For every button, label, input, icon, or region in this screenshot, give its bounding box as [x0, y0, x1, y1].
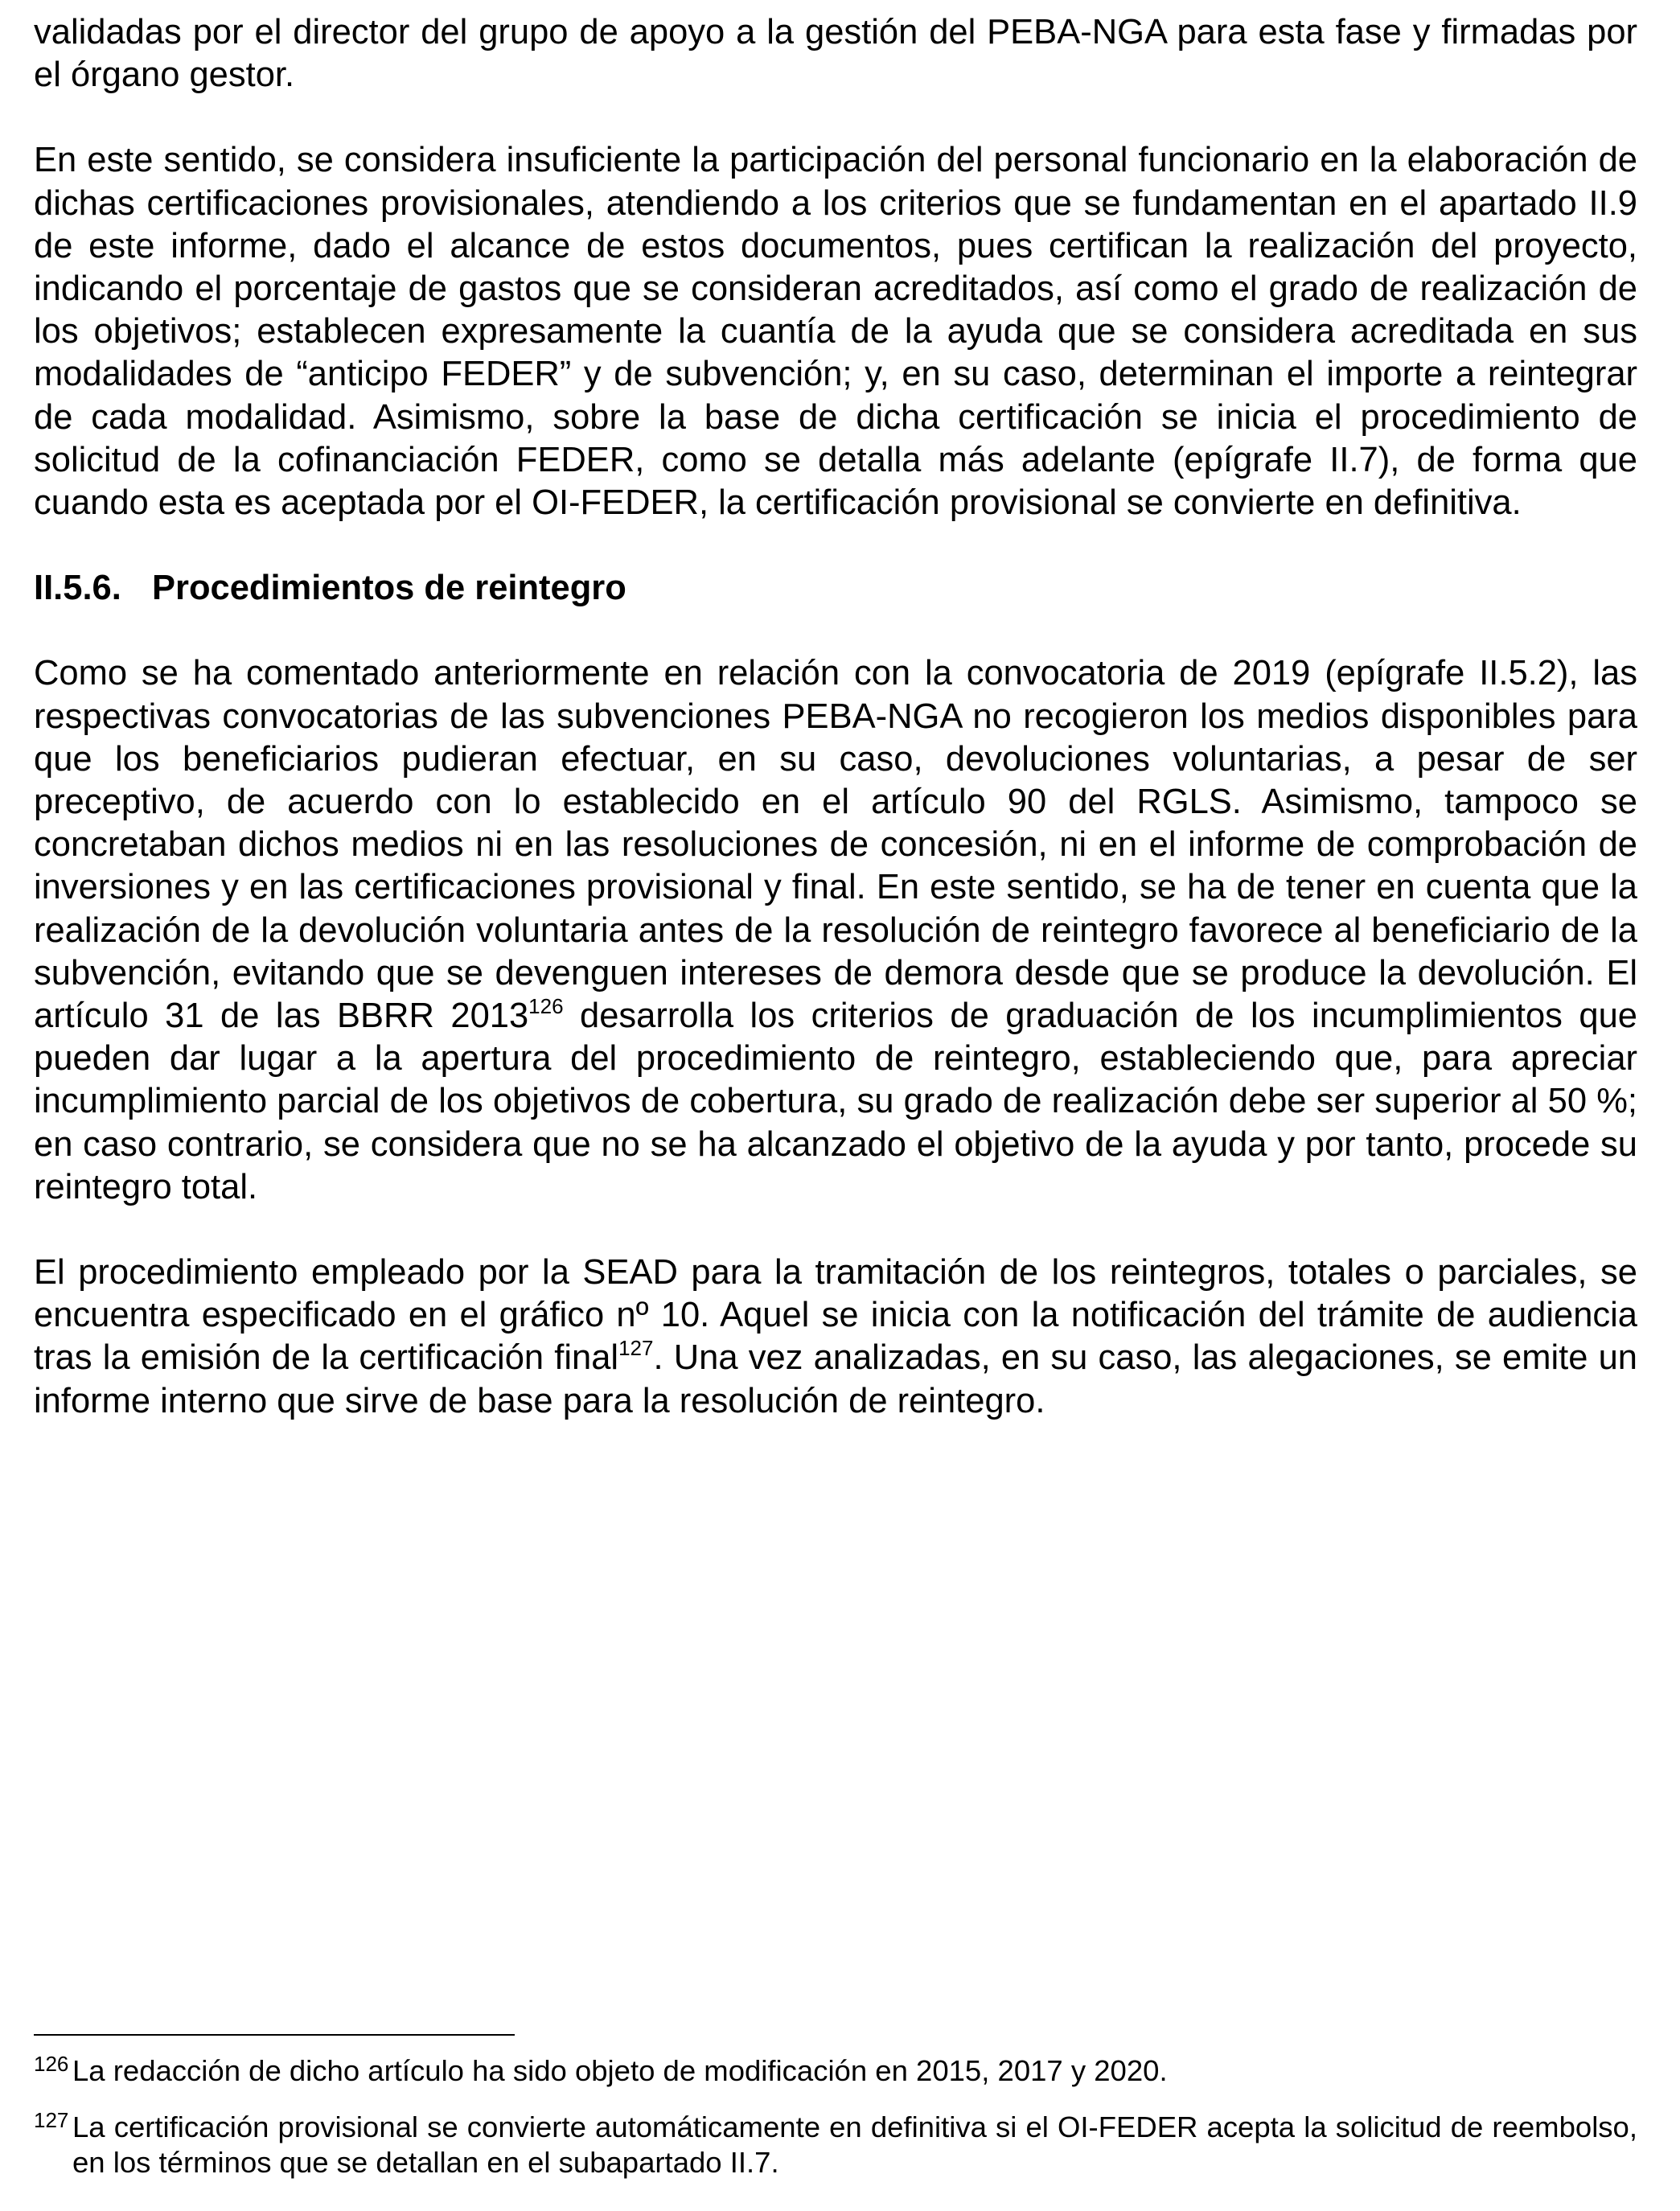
document-body — [34, 11, 1637, 1465]
section-heading — [34, 567, 1637, 610]
paragraph-text: Como se ha comentado anteriormente en relación con la convocatoria de 2019 (epígrafe II.5.2), las respectivas convocatorias de las subvenciones PEBA-NGA no recogieron los medios disponibles para que los beneficiarios pudieran efectuar, en su caso, devoluciones voluntarias, a pesar de ser preceptivo, de acuerdo con lo establecido en el artículo 90 del RGLS. Asimismo, tampoco se concretaban dichos medios ni en las resoluciones de concesión, ni en el informe de comprobación de inversiones y en las certificaciones provisional y final. En este sentido, se ha de tener en cuenta que la realización de la devolución voluntaria antes de la resolución de reintegro favorece al beneficiario de la subvención, evitando que se devenguen intereses de demora desde que se produce la devolución. El artículo 31 de las BBRR 2013 — [34, 654, 1637, 1036]
paragraph-certificaciones-continuacion: validadas por el director del grupo de apoyo a la gestión del PEBA-NGA para esta fase y firmadas por el órgano gestor. — [34, 13, 1637, 95]
paragraph-text: . Una vez analizadas, en su caso, las alegaciones, se emite un informe interno que sirve de base para la resolución de reintegro. — [34, 1338, 1637, 1420]
footnote-text: La certificación provisional se convierte automáticamente en definitiva si el OI-FEDER acepta la solicitud de reembolso, en los términos que se detallan en el subapartado II.7. — [72, 2110, 1637, 2179]
footnote-text: La redacción de dicho artículo ha sido objeto de modificación en 2015, 2017 y 2020. — [72, 2054, 1168, 2087]
footnotes-section — [34, 2034, 1637, 2201]
paragraph-text: desarrolla los criterios de graduación de los incumplimientos que pueden dar lugar a la apertura del procedimiento de reintegro, estableciendo que, para apreciar incumplimiento parcial de los objetivos de cobertura, su grado de realización debe ser superior al 50 %; en caso contrario, se considera que no se ha alcanzado el objetivo de la ayuda y por tanto, procede su reintegro total. — [34, 997, 1637, 1206]
paragraph-participacion-funcionario: En este sentido, se considera insuficiente la participación del personal funcionario en la elaboración de dichas certificaciones provisionales, atendiendo a los criterios que se fundamentan en el apartado II.9 de este informe, dado el alcance de estos documentos, pues certifican la realización del proyecto, indicando el porcentaje de gastos que se consideran acreditados, así como el grado de realización de los objetivos; establecen expresamente la cuantía de la ayuda que se considera acreditada en sus modalidades de “anticipo FEDER” y de subvención; y, en su caso, determinan el importe a reintegrar de cada modalidad. Asimismo, sobre la base de dicha certificación se inicia el procedimiento de solicitud de la cofinanciación FEDER, como se detalla más adelante (epígrafe II.7), de forma que cuando esta es aceptada por el OI-FEDER, la certificación provisional se convierte en definitiva. — [34, 141, 1637, 523]
footnote-ref-126[interactable]: 126 — [528, 993, 564, 1018]
footnote-ref-127[interactable]: 127 — [618, 1335, 654, 1360]
footnote-127: 127 La certificación provisional se convierte automáticamente en definitiva si el OI-FEDER acepta la solicitud de reembolso, en los términos que se detallan en el subapartado II.7. — [34, 2108, 1637, 2179]
footnote-126: 126 La redacción de dicho artículo ha sido objeto de modificación en 2015, 2017 y 2020. — [34, 2052, 1168, 2087]
paragraph-devoluciones-voluntarias — [34, 652, 1637, 1209]
paragraph-text: El procedimiento empleado por la SEAD para la tramitación de los reintegros, totales o parciales, se encuentra especificado en el gráfico nº 10. Aquel se inicia con la notificación del trámite de audiencia tras la emisión de la certificación final — [34, 1253, 1637, 1378]
footnote-divider — [34, 2034, 515, 2036]
paragraph-procedimiento-sead — [34, 1251, 1637, 1423]
section-title: Procedimientos de reintegro — [152, 569, 626, 608]
section-number: II.5.6. — [34, 569, 121, 608]
